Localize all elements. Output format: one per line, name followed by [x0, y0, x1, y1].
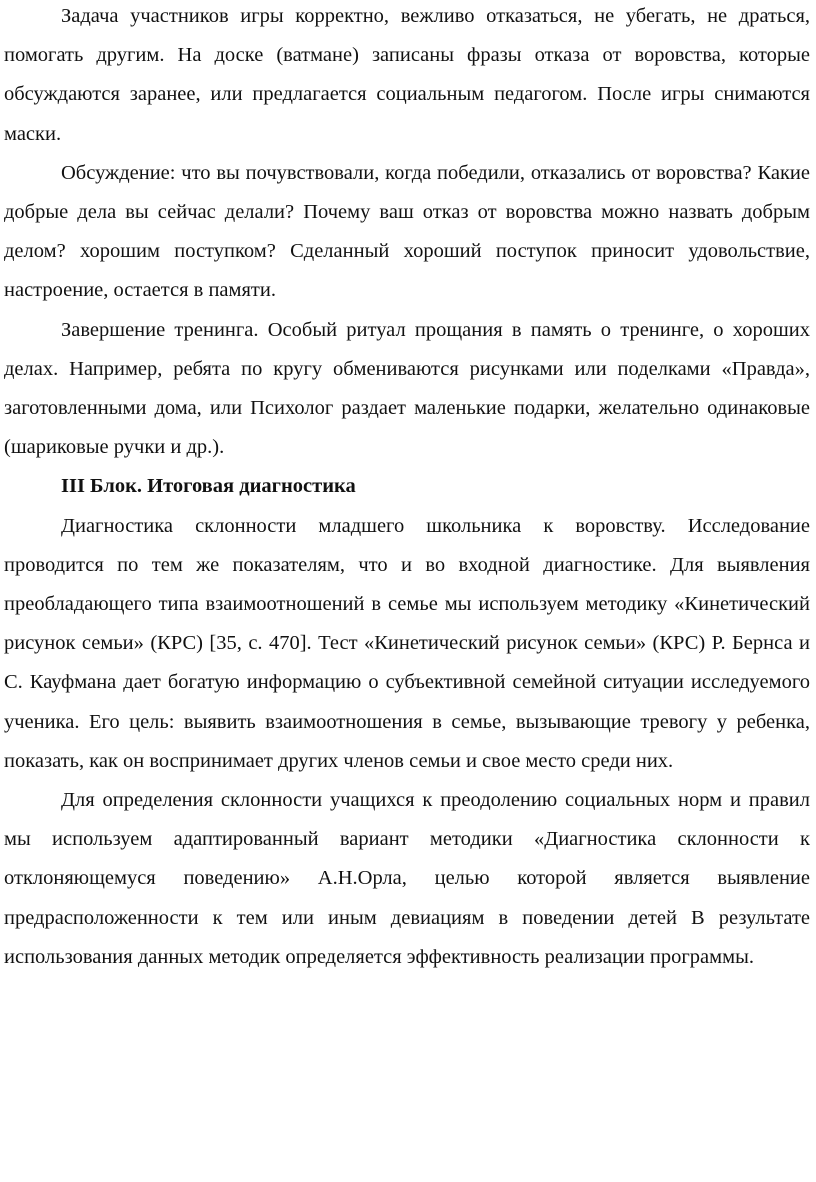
section-heading: III Блок. Итоговая диагностика	[61, 475, 356, 498]
paragraph-methodology: Для определения склонности учащихся к преодолению социальных норм и правил мы используем адаптированный вариант методики «Диагностика склонности к отклоняющемуся поведению» А.Н.Орла, целью которой является выявление предрасположенности к тем или иным девиациям в поведении детей В результате использования данных методик определяется эффективность реализации программы.	[4, 789, 810, 968]
paragraph-training-end: Завершение тренинга. Особый ритуал прощания в память о тренинге, о хороших делах. Например, ребята по кругу обмениваются рисунками или поделками «Правда», заготовленными дома, или Психолог раздает маленькие подарки, желательно одинаковые (шариковые ручки и др.).	[4, 318, 810, 459]
paragraph-diagnostics: Диагностика склонности младшего школьника к воровству. Исследование проводится по тем же показателям, что и во входной диагностике. Для выявления преобладающего типа взаимоотношений в семье мы используем методику «Кинетический рисунок семьи» (КРС) [35, с. 470]. Тест «Кинетический рисунок семьи» (КРС) Р. Бернса и С. Кауфмана дает богатую информацию о субъективной семейной ситуации исследуемого ученика. Его цель: выявить взаимоотношения в семье, вызывающие тревогу у ребенка, показать, как он воспринимает других членов семьи и свое место среди них.	[4, 514, 810, 772]
paragraph-game-task: Задача участников игры корректно, вежливо отказаться, не убегать, не драться, помогать другим. На доске (ватмане) записаны фразы отказа от воровства, которые обсуждаются заранее, или предлагается социальным педагогом. После игры снимаются маски.	[4, 5, 810, 145]
paragraph-discussion: Обсуждение: что вы почувствовали, когда победили, отказались от воровства? Какие добрые дела вы сейчас делали? Почему ваш отказ от воровства можно назвать добрым делом? хорошим поступком? Сделанный хороший поступок приносит удовольствие, настроение, остается в памяти.	[4, 161, 810, 302]
